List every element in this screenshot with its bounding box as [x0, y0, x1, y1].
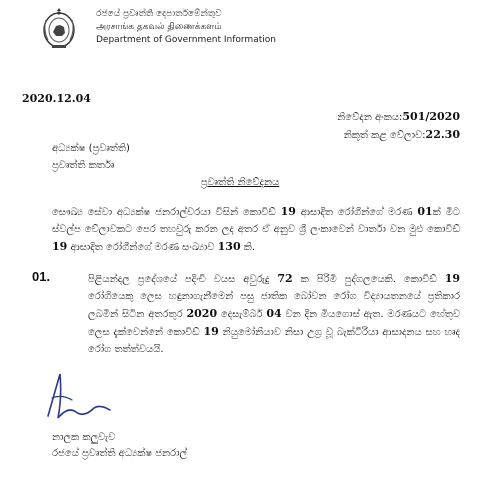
- intro-number-4: 130: [217, 240, 241, 253]
- item-number-4: 04: [266, 307, 282, 320]
- release-date: 2020.12.04: [22, 92, 91, 105]
- intro-number-2: 01: [417, 205, 433, 218]
- sri-lanka-emblem-icon: [40, 8, 78, 50]
- release-time-row: [337, 126, 460, 144]
- item-number-2: 19: [444, 272, 460, 285]
- item-number: 01.: [32, 269, 51, 284]
- signer-block: [52, 430, 187, 462]
- release-number-row: [337, 108, 460, 126]
- release-meta: [337, 108, 460, 144]
- dept-name-english: Department of Government Information: [96, 35, 276, 45]
- item-text-1: පිළියන්දල ප්‍රදේශයේ පදිංචි වයස අවුරුදු: [88, 274, 278, 285]
- release-number-label: නිවේදන අංකය:: [337, 112, 403, 123]
- item-number-5: 19: [203, 325, 219, 338]
- item-text-5: වන දින මියගොස් ඇත. මරණයට හේතුව ලෙස දැක්වෙන්නේ කොවිඩ්: [88, 309, 461, 338]
- signer-name: නාලක කලුවැව: [52, 432, 116, 443]
- department-header: [96, 8, 276, 47]
- intro-paragraph: [52, 203, 460, 256]
- dept-name-sinhala: රජයේ ප්‍රවෘත්ති දෙපාර්තමේන්තුව: [96, 9, 222, 19]
- addressee-block: [52, 140, 130, 174]
- intro-number-3: 19: [52, 240, 68, 253]
- document-title: ප්‍රවෘත්ති නිවේදනය: [200, 177, 280, 188]
- signer-title: රජයේ ප්‍රවෘත්ති අධ්‍යක්ෂ ජනරාල්: [52, 448, 188, 459]
- release-time-value: 22.30: [425, 128, 460, 141]
- release-time-label: නිකුත් කළ වේලාව:: [343, 130, 426, 141]
- item-number-1: 72: [277, 272, 293, 285]
- release-number-value: 501/2020: [402, 110, 460, 123]
- addressee-line-1: අධ්‍යක්ෂ (ප්‍රවෘත්ති): [52, 143, 130, 154]
- intro-text-5: කි.: [240, 242, 256, 253]
- intro-text-1: සෞඛ්‍ය සේවා අධ්‍යක්ෂ ජනරාල්වරයා විසින් කොවිඩ්: [52, 207, 281, 218]
- dept-name-tamil: அரசாங்க தகவல் திணைக்களம்: [96, 22, 222, 32]
- intro-text-4: ආසාදිත රෝගීන්ගේ මරණ සංඛ්‍යාව: [67, 242, 218, 253]
- item-text-6: නියුමෝනියාව නිසා උග්‍ර වූ බැක්ටීරියා ආසාදනය සහ හෘද රෝග තත්ත්වයයි.: [88, 327, 460, 355]
- item-text-3: රෝගියෙකු ලෙස හඳුනාගැනීමෙන් පසු ජාතික බෝවන රෝග විද්‍යායතනයේ ප්‍රතිකාර ලබමින් සිටින අතරතුර: [88, 291, 460, 320]
- intro-text-2: ආසාදිත රෝගීන්ගේ මරණ: [295, 207, 418, 218]
- item-text-2: ක පිරිමි පුද්ගලයෙකි. කොවිඩ්: [292, 274, 445, 285]
- item-number-3: 2020: [186, 307, 218, 320]
- item-text-4: දෙසැම්බර්: [217, 309, 267, 320]
- intro-text-3: ක් මීට ස්වල්ප වේලාවකට පෙර තහවුරු කරන ලද අතර ඒ අනුව ශ්‍රී ලංකාවෙන් වාර්තා වන මුළු කොවිඩ්: [52, 207, 460, 235]
- item-paragraph: [88, 270, 460, 358]
- intro-number-1: 19: [280, 205, 296, 218]
- addressee-line-2: ප්‍රවෘත්ති කර්තෘ: [52, 160, 115, 171]
- handwritten-signature: [38, 368, 118, 428]
